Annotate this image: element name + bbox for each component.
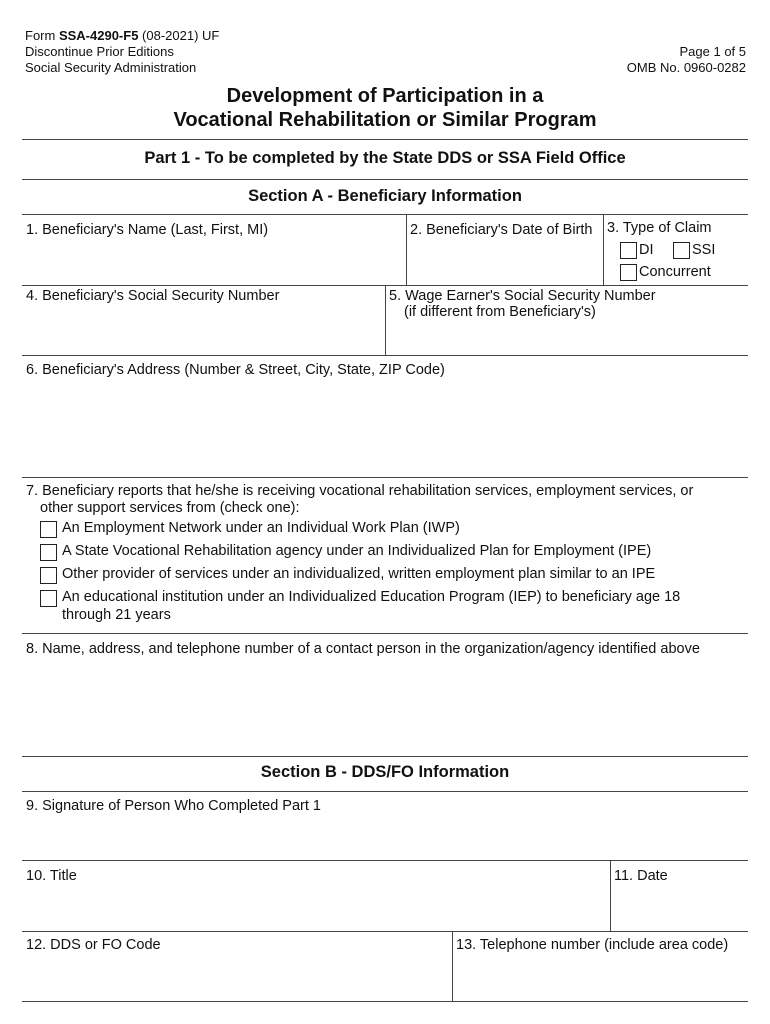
divider	[22, 139, 748, 140]
field-12-label: 12. DDS or FO Code	[26, 937, 161, 953]
field-13-label: 13. Telephone number (include area code)	[456, 937, 729, 953]
form-prefix: Form	[25, 28, 59, 43]
divider	[385, 286, 386, 355]
divider	[22, 355, 748, 356]
field-5-label: 5. Wage Earner's Social Security Number	[389, 288, 656, 304]
section-a-heading: Section A - Beneficiary Information	[248, 187, 522, 205]
divider	[452, 932, 453, 1001]
ssi-label: SSI	[692, 242, 716, 258]
ipe-checkbox[interactable]	[40, 544, 57, 561]
concurrent-checkbox[interactable]	[620, 264, 637, 281]
field-7-label: 7. Beneficiary reports that he/she is receiving vocational rehabilitation services, employment services, or	[26, 483, 694, 499]
field-2-label: 2. Beneficiary's Date of Birth	[410, 222, 593, 238]
field-8-label: 8. Name, address, and telephone number of a contact person in the organization/agency identified above	[26, 641, 700, 657]
field-10-label: 10. Title	[26, 868, 77, 884]
agency-name: Social Security Administration	[25, 60, 197, 75]
form-number	[25, 28, 219, 43]
divider	[22, 860, 748, 861]
option-ipe-label: A State Vocational Rehabilitation agency under an Individualized Plan for Employment (IPE)	[62, 543, 652, 559]
field-1-label: 1. Beneficiary's Name (Last, First, MI)	[26, 222, 269, 238]
iep-checkbox[interactable]	[40, 590, 57, 607]
title-line-2: Vocational Rehabilitation or Similar Program	[173, 109, 597, 131]
title-line-1: Development of Participation in a	[226, 85, 544, 107]
option-other-label: Other provider of services under an individualized, written employment plan similar to an IPE	[62, 566, 656, 582]
divider	[22, 1001, 748, 1002]
option-iwp-label: An Employment Network under an Individual Work Plan (IWP)	[62, 520, 460, 536]
iwp-checkbox[interactable]	[40, 521, 57, 538]
divider	[406, 215, 407, 285]
di-checkbox[interactable]	[620, 242, 637, 259]
divider	[22, 477, 748, 478]
discontinue-note: Discontinue Prior Editions	[25, 44, 174, 59]
divider	[22, 179, 748, 180]
form-edition: (08-2021) UF	[138, 28, 220, 43]
field-4-label: 4. Beneficiary's Social Security Number	[26, 288, 280, 304]
field-5-note: (if different from Beneficiary's)	[404, 304, 596, 320]
page-title	[0, 84, 770, 132]
field-3-label: 3. Type of Claim	[607, 220, 712, 236]
field-7-label-cont: other support services from (check one):	[40, 500, 300, 516]
divider	[603, 215, 604, 285]
di-label: DI	[639, 242, 654, 258]
option-iep-label-cont: through 21 years	[62, 607, 171, 623]
part-1-heading: Part 1 - To be completed by the State DDS or SSA Field Office	[144, 149, 626, 167]
divider	[22, 633, 748, 634]
divider	[22, 756, 748, 757]
field-9-label: 9. Signature of Person Who Completed Part 1	[26, 798, 321, 814]
concurrent-label: Concurrent	[639, 264, 711, 280]
page-indicator: Page 1 of 5	[679, 44, 746, 59]
ssi-checkbox[interactable]	[673, 242, 690, 259]
form-id: SSA-4290-F5	[58, 28, 139, 43]
divider	[22, 214, 748, 215]
section-b-heading: Section B - DDS/FO Information	[260, 763, 510, 781]
field-6-label: 6. Beneficiary's Address (Number & Street, City, State, ZIP Code)	[26, 362, 445, 378]
other-provider-checkbox[interactable]	[40, 567, 57, 584]
divider	[22, 791, 748, 792]
omb-number: OMB No. 0960-0282	[626, 60, 746, 75]
divider	[22, 931, 748, 932]
divider	[610, 861, 611, 931]
field-11-label: 11. Date	[614, 868, 668, 884]
option-iep-label: An educational institution under an Individualized Education Program (IEP) to beneficiary age 18	[62, 589, 681, 605]
